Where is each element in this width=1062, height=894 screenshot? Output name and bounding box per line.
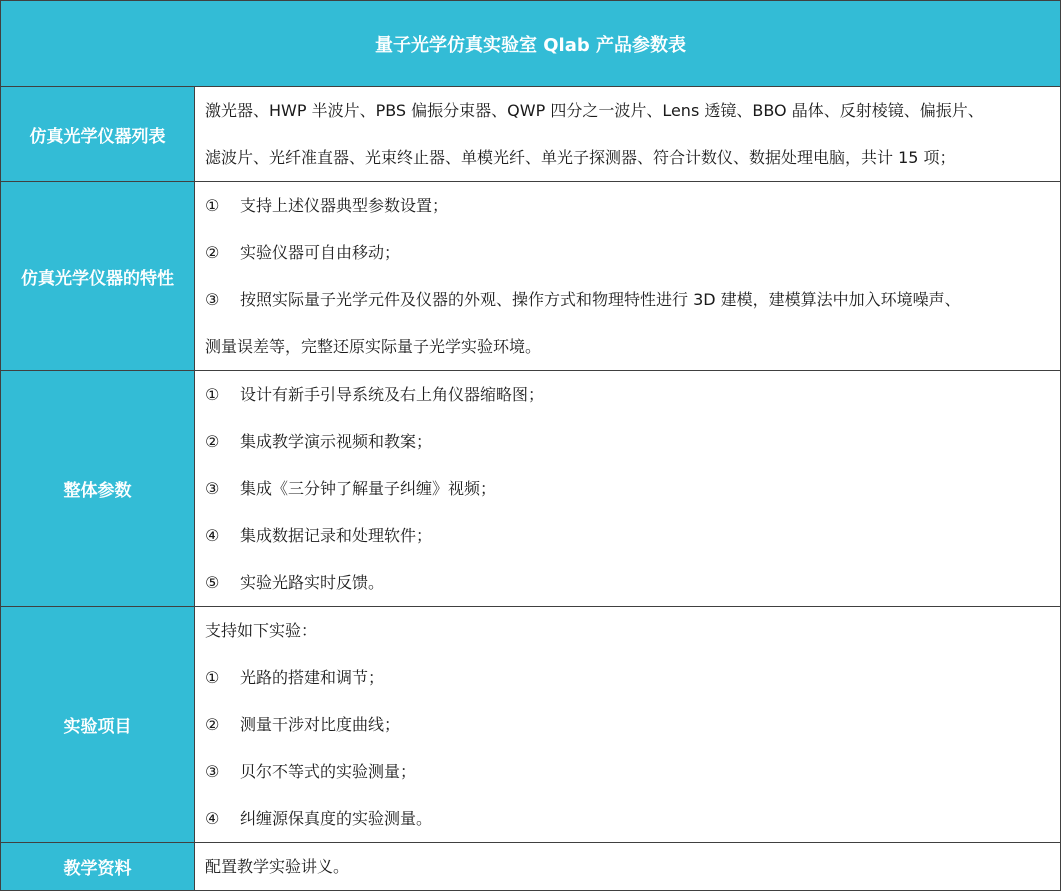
- overall-item-5: [205, 559, 1052, 606]
- item-text: 集成教学演示视频和教案；: [240, 432, 433, 451]
- item-number: ②: [205, 432, 220, 451]
- item-number: ③: [205, 290, 220, 309]
- overall-item-3: [205, 465, 1052, 512]
- item-text: 贝尔不等式的实验测量；: [240, 762, 417, 781]
- materials-text: 配置教学实验讲义。: [205, 857, 350, 876]
- item-number: ③: [205, 479, 220, 498]
- item-text: 实验光路实时反馈。: [240, 573, 385, 592]
- item-text: 集成数据记录和处理软件；: [240, 526, 433, 545]
- materials-label: 教学资料: [1, 843, 195, 891]
- item-text: 设计有新手引导系统及右上角仪器缩略图；: [240, 385, 545, 404]
- experiments-item-3: [205, 748, 1052, 795]
- overall-item-1: [205, 371, 1052, 418]
- item-number: ②: [205, 715, 220, 734]
- experiments-item-2: [205, 701, 1052, 748]
- item-number: ④: [205, 809, 220, 828]
- instruments-label: 仿真光学仪器列表: [1, 87, 195, 182]
- overall-label: 整体参数: [1, 371, 195, 607]
- item-number: ③: [205, 762, 220, 781]
- features-item-3-continuation: 测量误差等，完整还原实际量子光学实验环境。: [205, 337, 542, 356]
- instruments-row: [1, 87, 1061, 182]
- table-title: 量子光学仿真实验室 Qlab 产品参数表: [1, 1, 1061, 87]
- item-text: 光路的搭建和调节；: [240, 668, 385, 687]
- materials-content: [195, 843, 1061, 891]
- title-row: [1, 1, 1061, 87]
- features-item-3: [205, 276, 1052, 323]
- experiments-item-1: [205, 654, 1052, 701]
- experiments-intro: 支持如下实验：: [205, 621, 318, 640]
- item-text: 支持上述仪器典型参数设置；: [240, 196, 449, 215]
- instruments-content: [195, 87, 1061, 182]
- item-text: 按照实际量子光学元件及仪器的外观、操作方式和物理特性进行 3D 建模，建模算法中加入环境噪声、: [240, 290, 961, 309]
- item-number: ④: [205, 526, 220, 545]
- experiments-content: [195, 607, 1061, 843]
- item-number: ①: [205, 385, 220, 404]
- overall-row: [1, 371, 1061, 607]
- instruments-line-2: 滤波片、光纤准直器、光束终止器、单模光纤、单光子探测器、符合计数仪、数据处理电脑，共计 15 项；: [205, 148, 956, 167]
- item-text: 测量干涉对比度曲线；: [240, 715, 401, 734]
- overall-item-2: [205, 418, 1052, 465]
- materials-row: [1, 843, 1061, 891]
- item-text: 纠缠源保真度的实验测量。: [240, 809, 433, 828]
- features-content: [195, 182, 1061, 371]
- overall-content: [195, 371, 1061, 607]
- features-row: [1, 182, 1061, 371]
- item-number: ⑤: [205, 573, 220, 592]
- experiments-row: [1, 607, 1061, 843]
- item-text: 实验仪器可自由移动；: [240, 243, 401, 262]
- features-item-1: [205, 182, 1052, 229]
- features-label: 仿真光学仪器的特性: [1, 182, 195, 371]
- item-number: ②: [205, 243, 220, 262]
- item-text: 集成《三分钟了解量子纠缠》视频；: [240, 479, 497, 498]
- features-item-2: [205, 229, 1052, 276]
- instruments-line-1: 激光器、HWP 半波片、PBS 偏振分束器、QWP 四分之一波片、Lens 透镜、BBO 晶体、反射棱镜、偏振片、: [205, 101, 984, 120]
- item-number: ①: [205, 196, 220, 215]
- experiments-item-4: [205, 795, 1052, 842]
- overall-item-4: [205, 512, 1052, 559]
- experiments-label: 实验项目: [1, 607, 195, 843]
- item-number: ①: [205, 668, 220, 687]
